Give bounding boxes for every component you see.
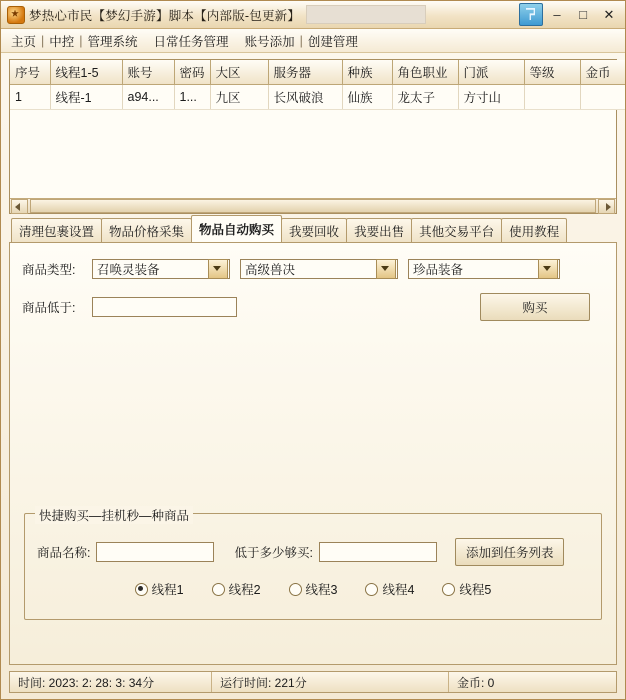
auto-purchase-panel (9, 242, 617, 665)
radio-thread-2-label: 线程2 (228, 583, 261, 597)
cell-account: a94... (122, 85, 174, 110)
quick-purchase-group-title: 快捷购买—挂机秒—种商品 (35, 506, 193, 524)
cell-class: 龙太子 (392, 85, 458, 110)
cell-gold (580, 85, 625, 110)
category-combo-1[interactable] (92, 259, 230, 279)
menu-item-home[interactable]: 主页 (11, 34, 37, 49)
buy-button[interactable]: 购买 (480, 293, 590, 321)
menu-item-create-management[interactable]: 创建管理 (307, 34, 358, 49)
cell-password: 1... (174, 85, 210, 110)
app-icon (7, 6, 25, 24)
menu-item-control[interactable]: 中控 (49, 34, 75, 49)
col-region[interactable]: 大区 (210, 60, 268, 85)
radio-thread-1-label: 线程1 (151, 583, 184, 597)
radio-thread-5-label: 线程5 (459, 583, 492, 597)
category-label: 商品类型: (22, 263, 76, 277)
content-area (1, 53, 625, 665)
tab-other-platforms[interactable]: 其他交易平台 (411, 218, 502, 243)
col-account[interactable]: 账号 (122, 60, 174, 85)
col-thread[interactable]: 线程1-5 (50, 60, 122, 85)
menu-separator: | (41, 33, 45, 48)
tab-sell[interactable]: 我要出售 (346, 218, 412, 243)
redacted-title-block (306, 5, 426, 24)
below-price-label: 低于多少够买: (234, 546, 313, 560)
col-class[interactable]: 角色职业 (392, 60, 458, 85)
category-combo-1-value: 召唤灵装备 (97, 263, 160, 277)
category-combo-3-value: 珍品装备 (413, 263, 464, 277)
chevron-down-icon[interactable] (376, 259, 396, 279)
cell-level (524, 85, 580, 110)
minimize-button[interactable]: – (553, 7, 561, 22)
below-price-input[interactable] (319, 542, 437, 562)
radio-thread-2[interactable] (212, 580, 261, 598)
tab-tutorial[interactable]: 使用教程 (501, 218, 567, 243)
status-time: 时间: 2023: 2: 28: 3: 34分 (10, 672, 212, 692)
col-gold[interactable]: 金币 (580, 60, 625, 85)
title-bar (1, 1, 625, 29)
col-server[interactable]: 服务器 (268, 60, 342, 85)
scroll-right-icon[interactable] (598, 199, 615, 214)
table-header-row (10, 60, 625, 85)
radio-dot-icon (135, 583, 148, 596)
category-combo-3[interactable] (408, 259, 560, 279)
col-sect[interactable]: 门派 (458, 60, 524, 85)
price-row (22, 293, 604, 321)
tab-auto-purchase[interactable]: 物品自动购买 (191, 215, 282, 242)
radio-thread-3-label: 线程3 (305, 583, 338, 597)
status-gold: 金币: 0 (457, 675, 495, 690)
accounts-grid[interactable] (9, 59, 617, 214)
status-bar (9, 671, 617, 693)
quick-purchase-group (24, 509, 602, 620)
goods-name-input[interactable] (96, 542, 214, 562)
tab-clear-package[interactable]: 清理包裹设置 (11, 218, 102, 243)
col-race[interactable]: 种族 (342, 60, 392, 85)
radio-dot-icon (442, 583, 455, 596)
scroll-left-icon[interactable] (11, 199, 28, 214)
chevron-down-icon[interactable] (208, 259, 228, 279)
menu-bar (1, 29, 625, 53)
grid-horizontal-scrollbar[interactable] (10, 198, 616, 213)
cell-index: 1 (10, 85, 50, 110)
radio-dot-icon (365, 583, 378, 596)
window-controls (519, 3, 621, 26)
category-row (22, 259, 604, 279)
help-icon[interactable] (519, 3, 543, 26)
thread-radio-group (25, 580, 601, 598)
radio-thread-4[interactable] (365, 580, 414, 598)
cell-thread: 线程-1 (50, 85, 122, 110)
radio-dot-icon (212, 583, 225, 596)
chevron-down-icon[interactable] (538, 259, 558, 279)
radio-thread-1[interactable] (135, 580, 184, 598)
menu-item-daily-task[interactable]: 日常任务管理 (153, 34, 229, 49)
cell-race: 仙族 (342, 85, 392, 110)
price-input[interactable] (92, 297, 237, 317)
window-title: 梦热心市民【梦幻手游】脚本【内部版-包更新】 (29, 8, 301, 23)
menu-separator: | (79, 33, 83, 48)
scroll-thumb[interactable] (30, 199, 596, 213)
cell-region: 九区 (210, 85, 268, 110)
category-combo-2-value: 高级兽决 (245, 263, 296, 277)
table-row[interactable] (10, 85, 625, 110)
goods-name-label: 商品名称: (37, 546, 91, 560)
radio-thread-5[interactable] (442, 580, 491, 598)
cell-server: 长风破浪 (268, 85, 342, 110)
price-label: 商品低于: (22, 301, 76, 315)
cell-sect: 方寸山 (458, 85, 524, 110)
tab-price-collection[interactable]: 物品价格采集 (101, 218, 192, 243)
add-to-task-list-button[interactable]: 添加到任务列表 (455, 538, 565, 566)
accounts-table (10, 60, 625, 110)
close-button[interactable]: ✕ (603, 6, 615, 22)
status-runtime: 运行时间: 221分 (212, 672, 449, 692)
col-password[interactable]: 密码 (174, 60, 210, 85)
col-level[interactable]: 等级 (524, 60, 580, 85)
tab-strip (9, 220, 617, 242)
radio-thread-3[interactable] (289, 580, 338, 598)
menu-item-management-system[interactable]: 管理系统 (87, 34, 138, 49)
category-combo-2[interactable] (240, 259, 398, 279)
tab-recycle[interactable]: 我要回收 (281, 218, 347, 243)
radio-dot-icon (289, 583, 302, 596)
quick-purchase-fields-row (37, 538, 601, 566)
maximize-button[interactable]: □ (579, 7, 587, 22)
menu-separator: | (299, 33, 303, 48)
grid-empty-area (10, 110, 616, 198)
radio-thread-4-label: 线程4 (382, 583, 415, 597)
menu-item-account-add[interactable]: 账号添加 (244, 34, 295, 49)
col-index[interactable]: 序号 (10, 60, 50, 85)
